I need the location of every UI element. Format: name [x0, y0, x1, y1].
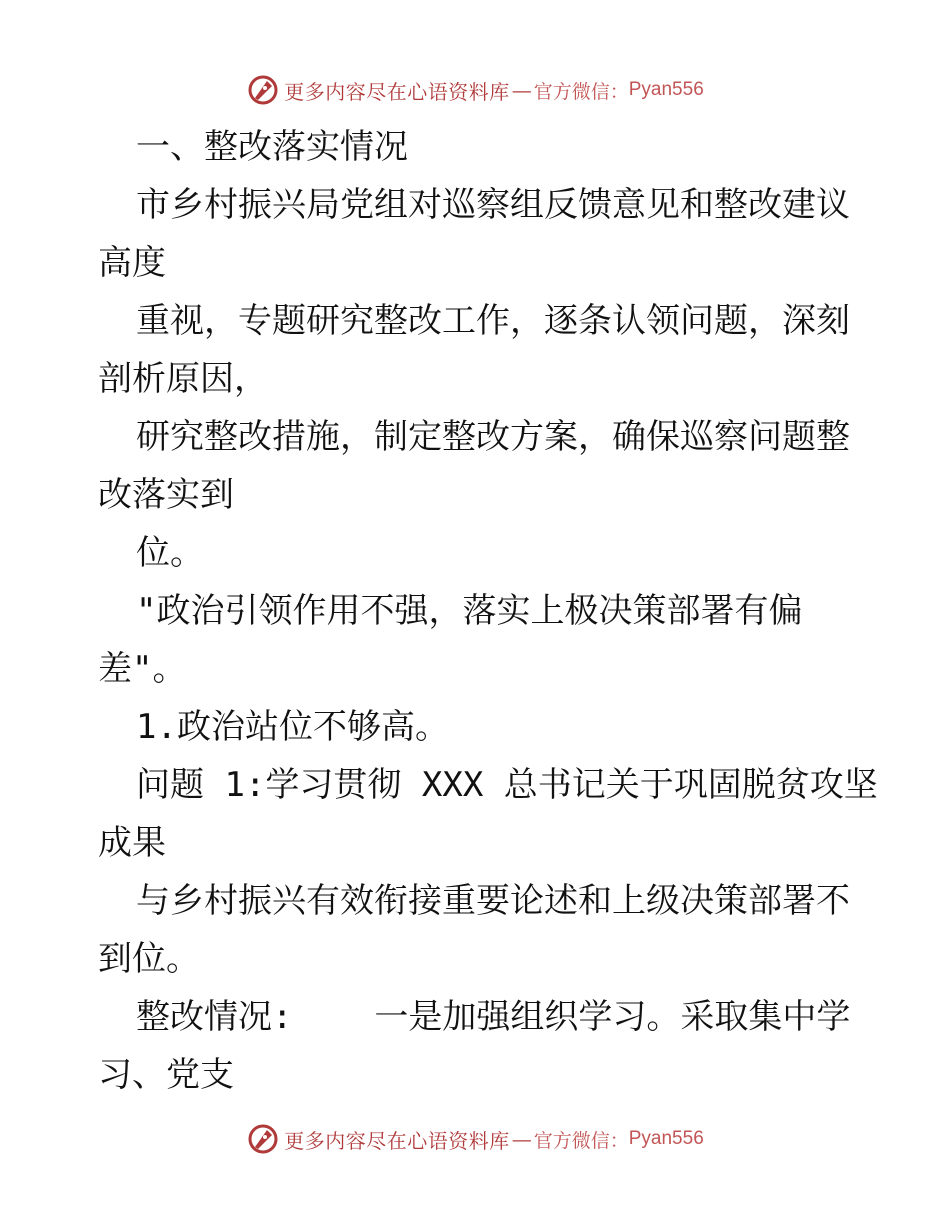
paragraph-line: 研究整改措施，制定整改方案，确保巡察问题整	[136, 417, 850, 457]
watermark-dash: —	[511, 1127, 532, 1151]
watermark-header	[0, 70, 950, 110]
paragraph-line: 位。	[136, 533, 204, 573]
watermark-official-label: 官方微信：	[533, 80, 629, 103]
paragraph-line: 整改情况: 一是加强组织学习。采取集中学	[136, 997, 851, 1037]
watermark-wechat-id: Pyan556	[628, 79, 704, 100]
watermark-dash: —	[511, 78, 532, 102]
pen-nib-circle-icon	[246, 73, 280, 107]
watermark-footer	[0, 1119, 950, 1159]
paragraph-line: 成果	[98, 823, 166, 863]
watermark-official-label: 官方微信：	[533, 1129, 629, 1152]
paragraph-line: 问题 1:学习贯彻 XXX 总书记关于巩固脱贫攻坚	[136, 765, 878, 805]
watermark-site-text: 更多内容尽在心语资料库	[284, 79, 510, 104]
paragraph-line: 剖析原因，	[98, 359, 268, 399]
paragraph-line: "政治引领作用不强，落实上极决策部署有偏	[136, 591, 803, 631]
paragraph-line: 重视，专题研究整改工作，逐条认领问题，深刻	[136, 301, 850, 341]
document-body	[98, 118, 878, 1104]
paragraph-line: 改落实到	[98, 475, 234, 515]
paragraph-line: 差"。	[98, 649, 187, 689]
paragraph-line: 市乡村振兴局党组对巡察组反馈意见和整改建议	[136, 185, 850, 225]
paragraph-line: 到位。	[98, 939, 200, 979]
section-heading: 一、整改落实情况	[136, 127, 408, 167]
paragraph-line: 习、党支	[98, 1055, 234, 1095]
paragraph-line: 与乡村振兴有效衔接重要论述和上级决策部署不	[136, 881, 850, 921]
watermark-wechat-id: Pyan556	[628, 1128, 704, 1149]
watermark-site-text: 更多内容尽在心语资料库	[284, 1128, 510, 1153]
paragraph-line: 高度	[98, 243, 166, 283]
subheading-line: 1.政治站位不够高。	[136, 707, 449, 747]
pen-nib-circle-icon	[246, 1122, 280, 1156]
